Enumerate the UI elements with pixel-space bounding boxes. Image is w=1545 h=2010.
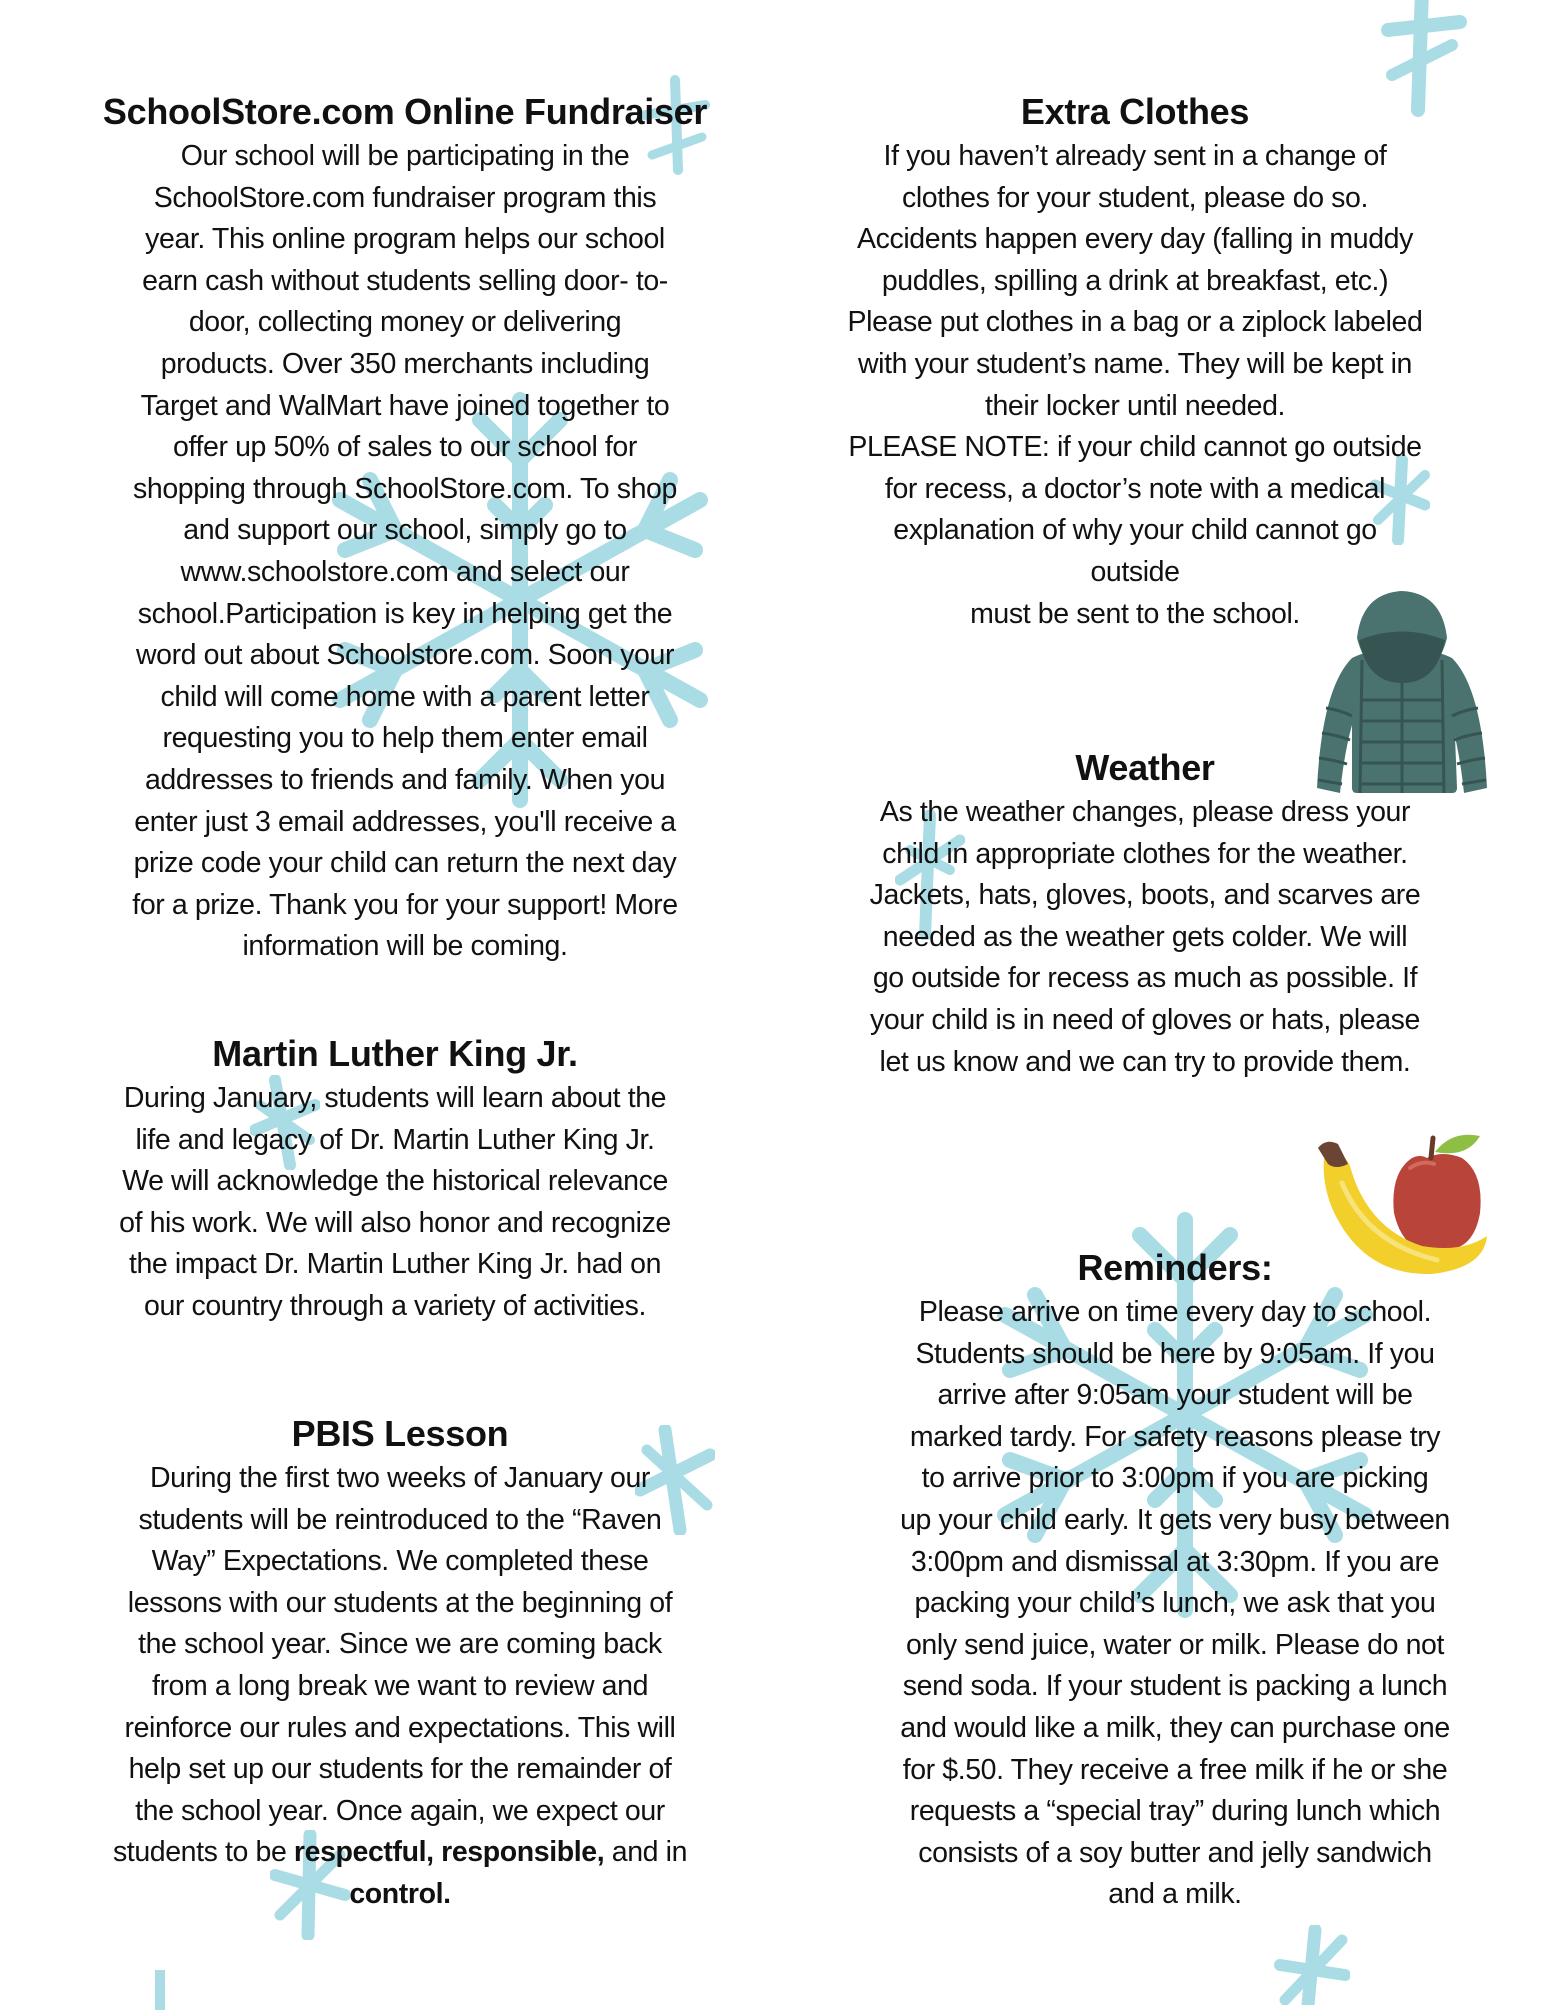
section-body-line: your child is in need of gloves or hats, please: [870, 1003, 1420, 1036]
section-body: [790, 792, 1500, 1083]
section-body-line: explanation of why your child cannot go: [893, 514, 1377, 547]
section-body-line: send soda. If your student is packing a lunch: [902, 1670, 1448, 1703]
section-body-line: www.schoolstore.com and select our: [180, 555, 630, 588]
banana-and-apple-icon: [1312, 1128, 1490, 1278]
section-body-line: clothes for your student, please do so.: [901, 181, 1369, 214]
section-body-line: If you haven’t already sent in a change of: [883, 140, 1387, 172]
section-body-line: During the first two weeks of January our: [150, 1462, 650, 1494]
section-body-lines: [50, 1458, 750, 1832]
section-body-line: needed as the weather gets colder. We will: [882, 920, 1408, 953]
section-title: PBIS Lesson: [291, 1413, 509, 1454]
section-title: Reminders:: [1077, 1247, 1273, 1288]
section-body-line: let us know and we can try to provide them.: [879, 1045, 1411, 1078]
section-body-line: and a milk.: [1108, 1878, 1242, 1911]
section-body-line: lessons with our students at the beginning of: [127, 1586, 673, 1619]
section-body-line: [50, 1874, 750, 1916]
section-body-line: outside: [1090, 555, 1180, 588]
section-body: [830, 1292, 1520, 1916]
section-body: [790, 136, 1480, 635]
section-body-line: for recess, a doctor’s note with a medical: [884, 472, 1386, 505]
section-body-line: We will acknowledge the historical relevance: [122, 1165, 668, 1198]
section-body-line: consists of a soy butter and jelly sandwich: [918, 1836, 1432, 1869]
section-body-line: up your child early. It gets very busy between: [900, 1503, 1450, 1536]
section-title: SchoolStore.com Online Fundraiser: [102, 91, 708, 132]
section-fundraiser: [60, 88, 750, 968]
section-body-line: help set up our students for the remainder of: [128, 1753, 672, 1786]
section-body-line: PLEASE NOTE: if your child cannot go outside: [848, 431, 1422, 464]
section-body-line: for a prize. Thank you for your support! More: [132, 888, 678, 921]
text-run: students to be: [112, 1836, 294, 1869]
section-body-line: the impact Dr. Martin Luther King Jr. had on: [128, 1248, 662, 1281]
section-body: [50, 1458, 750, 1916]
section-body-line: arrive after 9:05am your student will be: [937, 1379, 1413, 1412]
section-body-line: from a long break we want to review and: [151, 1669, 649, 1702]
section-body-line: year. This online program helps our school: [145, 223, 665, 256]
section-body-line: school.Participation is key in helping get the: [137, 597, 673, 630]
section-body-line: child will come home with a parent letter: [160, 680, 650, 713]
section-mlk: [50, 1030, 740, 1328]
section-body-line: packing your child’s lunch, we ask that you: [914, 1587, 1436, 1620]
section-extra-clothes: [790, 88, 1480, 635]
section-body: [50, 1078, 740, 1328]
section-body-line: SchoolStore.com fundraiser program this: [153, 181, 657, 214]
section-body-line: puddles, spilling a drink at breakfast, etc.): [881, 264, 1389, 297]
snowflake-icon: [140, 1970, 180, 2010]
section-title: Weather: [1075, 747, 1215, 788]
section-body-line: the school year. Since we are coming back: [138, 1628, 662, 1661]
section-body-line: Our school will be participating in the: [180, 140, 630, 172]
section-title: Extra Clothes: [1020, 91, 1250, 132]
section-body-line: marked tardy. For safety reasons please try: [909, 1420, 1441, 1453]
section-body-line: the school year. Once again, we expect our: [135, 1794, 665, 1827]
section-body-line: students will be reintroduced to the “Raven: [138, 1503, 662, 1536]
section-body-line: products. Over 350 merchants including: [160, 347, 650, 380]
emphasis-text: respectful, responsible,: [293, 1836, 605, 1869]
text-run: and in: [604, 1836, 688, 1869]
section-body-line: As the weather changes, please dress your: [879, 796, 1411, 828]
section-body-line: information will be coming.: [242, 930, 568, 963]
section-title: Martin Luther King Jr.: [212, 1033, 578, 1074]
emphasis-text: control.: [349, 1877, 451, 1910]
section-reminders: [830, 1244, 1520, 1916]
section-body-line: Target and WalMart have joined together to: [140, 389, 670, 422]
section-pbis: [50, 1410, 750, 1916]
section-body-line: shopping through SchoolStore.com. To shop: [133, 472, 677, 505]
section-body-line: only send juice, water or milk. Please do not: [905, 1628, 1445, 1661]
section-body-line: reinforce our rules and expectations. This will: [124, 1711, 676, 1744]
section-body-line: offer up 50% of sales to our school for: [173, 431, 637, 464]
section-body-line: During January, students will learn about the: [123, 1082, 667, 1114]
snowflake-icon: [1270, 1925, 1350, 2005]
section-body-line: Students should be here by 9:05am. If you: [915, 1337, 1435, 1370]
section-body-line: Jackets, hats, gloves, boots, and scarves are: [869, 879, 1421, 912]
section-body-line: go outside for recess as much as possible. If: [872, 962, 1418, 995]
section-body-line: life and legacy of Dr. Martin Luther King Jr.: [135, 1123, 655, 1156]
section-body-line: prize code your child can return the next day: [133, 847, 677, 880]
section-body-line: their locker until needed.: [984, 389, 1286, 422]
section-body-line: Please arrive on time every day to school.: [918, 1296, 1432, 1328]
section-body-line: Please put clothes in a bag or a ziplock labeled: [847, 306, 1423, 339]
section-body-line: word out about Schoolstore.com. Soon your: [135, 639, 675, 672]
section-body-line: of his work. We will also honor and recognize: [119, 1206, 671, 1239]
section-body-line: and support our school, simply go to: [183, 514, 627, 547]
section-body-line: [50, 1832, 750, 1874]
section-body-line: addresses to friends and family. When you: [144, 763, 666, 796]
section-body-line: door, collecting money or delivering: [188, 306, 622, 339]
section-body-line: enter just 3 email addresses, you'll receive a: [134, 805, 676, 838]
section-body-line: our country through a variety of activities.: [144, 1289, 646, 1322]
section-body-line: and would like a milk, they can purchase one: [900, 1711, 1450, 1744]
section-body-line: requests a “special tray” during lunch which: [909, 1795, 1441, 1828]
section-body-line: child in appropriate clothes for the weather.: [882, 837, 1408, 870]
section-body-line: 3:00pm and dismissal at 3:30pm. If you are: [910, 1545, 1440, 1578]
section-body-line: for $.50. They receive a free milk if he or she: [902, 1753, 1448, 1786]
section-body-line: to arrive prior to 3:00pm if you are picking: [921, 1462, 1429, 1495]
section-body-line: must be sent to the school.: [970, 597, 1300, 630]
section-body-line: Accidents happen every day (falling in muddy: [857, 223, 1413, 256]
section-body-line: with your student’s name. They will be kept in: [857, 347, 1412, 380]
section-body-line: requesting you to help them enter email: [162, 722, 648, 755]
section-body-line: Way” Expectations. We completed these: [151, 1545, 649, 1578]
section-body: [60, 136, 750, 968]
puffer-jacket-icon: [1312, 588, 1492, 798]
section-body-line: earn cash without students selling door- to-: [142, 264, 668, 297]
